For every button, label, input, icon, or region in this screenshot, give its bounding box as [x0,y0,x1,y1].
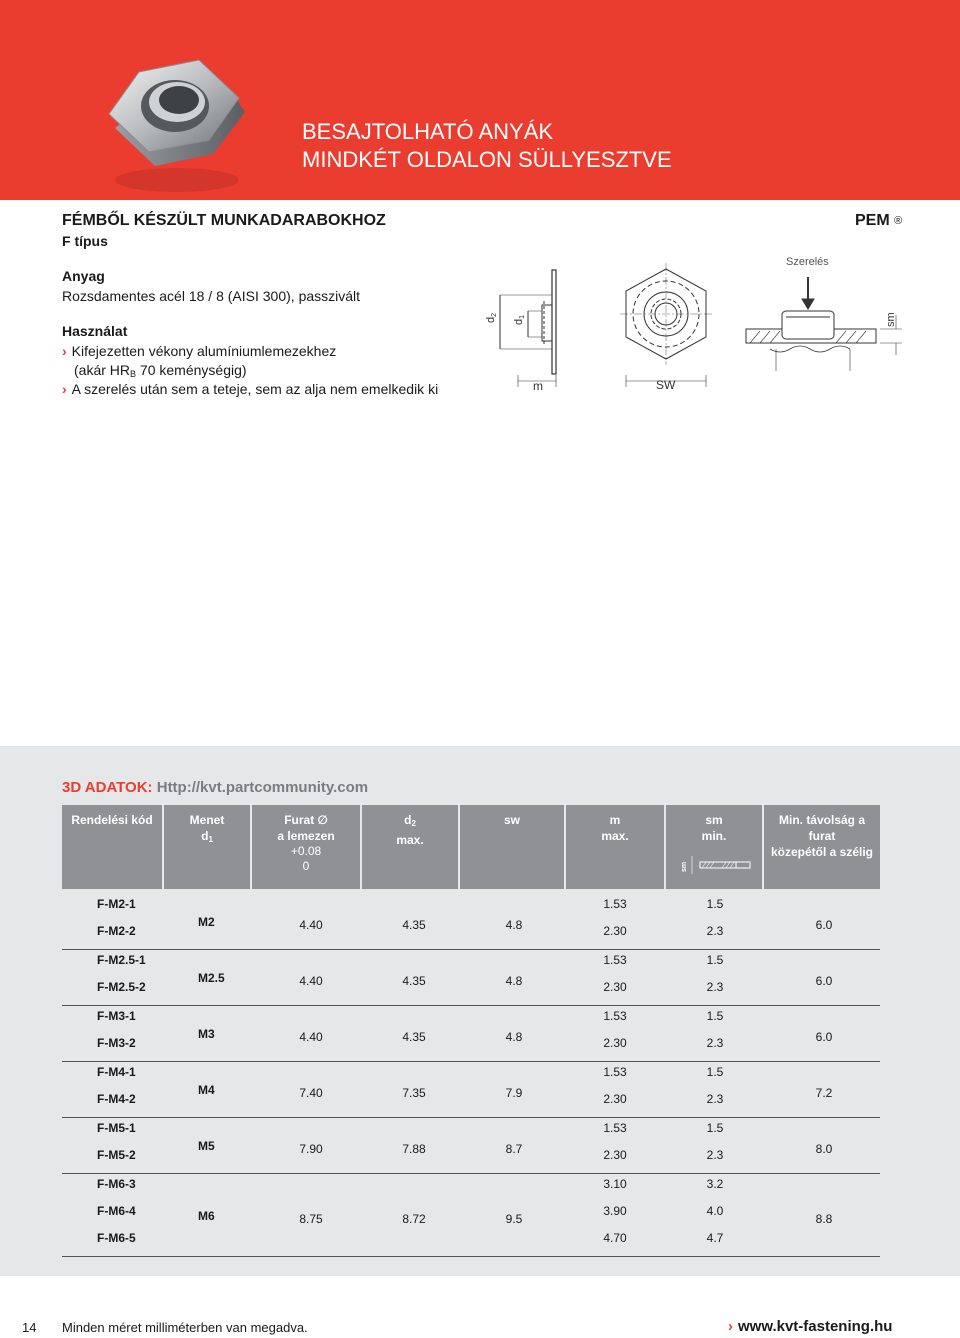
row-divider [62,1173,880,1174]
sm-value: 1.5 [706,953,724,967]
order-code: F-M6-4 [97,1204,136,1218]
bullet-chevron-icon: › [728,1318,733,1335]
sm-value: 1.5 [706,1121,724,1135]
order-code: F-M2.5-1 [97,953,146,967]
sm-value: 1.5 [706,1009,724,1023]
hole-diameter: 7.90 [299,1142,323,1156]
row-divider [62,1005,880,1006]
row-divider [62,1061,880,1062]
header-m [566,805,664,889]
row-divider [62,1117,880,1118]
sm-label: sm [885,312,897,327]
footer-url[interactable] [728,1318,892,1335]
header-menet-text: Menet [189,813,225,827]
d2-value: 8.72 [402,1211,426,1226]
header-sm-text: sm [705,813,723,827]
header-furat-tol-zero: 0 [302,859,310,873]
thread-size: M3 [198,1027,215,1041]
m-value: 2.30 [603,1092,627,1106]
order-code: F-M2-2 [97,924,136,938]
min-distance-value: 7.2 [815,1086,833,1100]
bullet-chevron-icon: › [62,343,67,359]
header-d2-max: max. [396,833,424,847]
m-value: 1.53 [603,1121,627,1135]
d2-value: 4.35 [402,974,426,988]
min-distance-value: 6.0 [815,974,833,988]
order-code: F-M2.5-2 [97,980,146,994]
usage-bullet-1 [62,342,336,361]
assembly-drawing [746,277,902,371]
sw-value: 4.8 [505,1030,523,1044]
sw-value: 9.5 [505,1211,523,1226]
sm-value: 3.2 [706,1177,724,1191]
header-furat-text-2: a lemezen [277,829,335,843]
header-min-distance [764,805,880,889]
thread-size: M2 [198,915,215,929]
thread-size: M5 [198,1139,215,1153]
sm-value: 4.0 [706,1204,724,1218]
thread-size: M6 [198,1208,215,1223]
header-furat-text: Furat ∅ [284,813,328,827]
m-value: 2.30 [603,924,627,938]
min-distance-value: 6.0 [815,918,833,932]
brand-logo [855,211,902,231]
sm-value: 1.5 [706,1065,724,1079]
header-band [0,0,960,200]
order-code: F-M5-2 [97,1148,136,1162]
usage-bullet-2-text: A szerelés után sem a teteje, sem az alja nem emelkedik ki [71,381,439,397]
header-min-dist-text-2: közepétől a szélig [770,845,874,859]
header-furat-tol-plus: +0.08 [290,844,322,858]
m-value: 1.53 [603,1009,627,1023]
d1-label: d1 [513,314,526,325]
d2-value: 7.35 [402,1086,426,1100]
m-label: m [533,379,543,393]
order-code: F-M3-2 [97,1036,136,1050]
material-text: Rozsdamentes acél 18 / 8 (AISI 300), passzivált [62,288,361,304]
order-code: F-M4-1 [97,1065,136,1079]
header-menet-d1: $d_1$ [201,829,213,844]
m-value: 2.30 [603,1148,627,1162]
header-min-dist-text-1: Min. távolság a furat [778,813,866,843]
header-m-max: max. [601,829,629,843]
material-heading: Anyag [62,268,105,284]
d2-value: 4.35 [402,1030,426,1044]
usage-bullet-1-text: Kifejezetten vékony alumíniumlemezekhez [71,343,337,359]
row-divider [62,1256,880,1257]
hole-diameter: 4.40 [299,1030,323,1044]
header-sm-min: min. [701,829,727,843]
m-value: 3.10 [603,1177,627,1191]
header-code [62,805,162,889]
header-d2 [362,805,458,889]
3d-data-url[interactable]: Http://kvt.partcommunity.com [156,779,369,796]
hole-diameter: 7.40 [299,1086,323,1100]
thread-size: M4 [198,1083,215,1097]
d2-value: 4.35 [402,918,426,932]
title-line-1: BESAJTOLHATÓ ANYÁK [302,119,554,144]
sw-value: 4.8 [505,918,523,932]
hrb-sub: B [130,369,137,379]
side-view-drawing [500,270,556,387]
footer-note: Minden méret milliméterben van megadva. [62,1320,308,1335]
usage-bullet-2 [62,380,438,399]
d2-value: 7.88 [402,1142,426,1156]
header-sw-text: sw [503,813,520,827]
header-m-text: m [609,813,621,827]
registered-mark: ® [894,215,903,227]
header-furat [252,805,360,889]
hole-diameter: 4.40 [299,974,323,988]
usage-heading: Használat [62,323,128,339]
order-code: F-M2-1 [97,897,136,911]
page-number: 14 [22,1320,37,1335]
title-line-2: MINDKÉT OLDALON SÜLLYESZTVE [302,147,672,172]
header-d2-label: $d_2$ [404,813,416,828]
sm-value: 4.7 [706,1231,724,1245]
min-distance-value: 6.0 [815,1030,833,1044]
m-value: 1.53 [603,953,627,967]
order-code: F-M6-3 [97,1177,136,1191]
sw-value: 7.9 [505,1086,523,1100]
product-subtitle: FÉMBŐL KÉSZÜLT MUNKADARABOKHOZ [62,212,386,229]
sw-label: SW [656,378,676,392]
sm-value: 2.3 [706,924,724,938]
header-sm [666,805,762,889]
min-distance-value: 8.8 [815,1211,833,1226]
order-code: F-M3-1 [97,1009,136,1023]
m-value: 1.53 [603,1065,627,1079]
d2-label: d2 [485,312,498,323]
header-code-text: Rendelési kód [71,813,153,827]
thread-size: M2.5 [198,971,225,985]
sw-value: 4.8 [505,974,523,988]
hex-nut-photo [95,20,255,200]
sm-value: 2.3 [706,1036,724,1050]
m-value: 1.53 [603,897,627,911]
footer-url-text[interactable]: www.kvt-fastening.hu [738,1318,893,1335]
m-value: 2.30 [603,980,627,994]
hole-diameter: 8.75 [299,1211,323,1226]
header-menet [164,805,250,889]
order-code: F-M4-2 [97,1092,136,1106]
min-distance-value: 8.0 [815,1142,833,1156]
3d-data-label: 3D ADATOK: [62,779,153,796]
m-value: 2.30 [603,1036,627,1050]
sm-value: 2.3 [706,1092,724,1106]
hrb-post: 70 keménységig) [136,362,247,378]
bullet-chevron-icon: › [62,381,67,397]
product-type: F típus [62,233,108,249]
m-value: 4.70 [603,1231,627,1245]
order-code: F-M5-1 [97,1121,136,1135]
order-code: F-M6-5 [97,1231,136,1245]
page-title [302,118,672,174]
header-sw [460,805,564,889]
sm-value: 2.3 [706,980,724,994]
sm-diagram-icon [674,852,754,876]
table-body [62,889,880,1246]
szereles-label: Szerelés [786,256,829,268]
row-divider [62,949,880,950]
technical-drawings [470,255,920,405]
sm-icon-label: sm [681,861,688,872]
sm-value: 2.3 [706,1148,724,1162]
table-header [62,805,880,889]
sm-value: 1.5 [706,897,724,911]
hole-diameter: 4.40 [299,918,323,932]
hex-front-view-drawing [620,263,712,387]
brand-name: PEM [855,212,890,229]
hrb-pre: (akár HR [74,362,131,378]
sw-value: 8.7 [505,1142,523,1156]
m-value: 3.90 [603,1204,627,1218]
3d-data-link[interactable] [62,779,368,796]
